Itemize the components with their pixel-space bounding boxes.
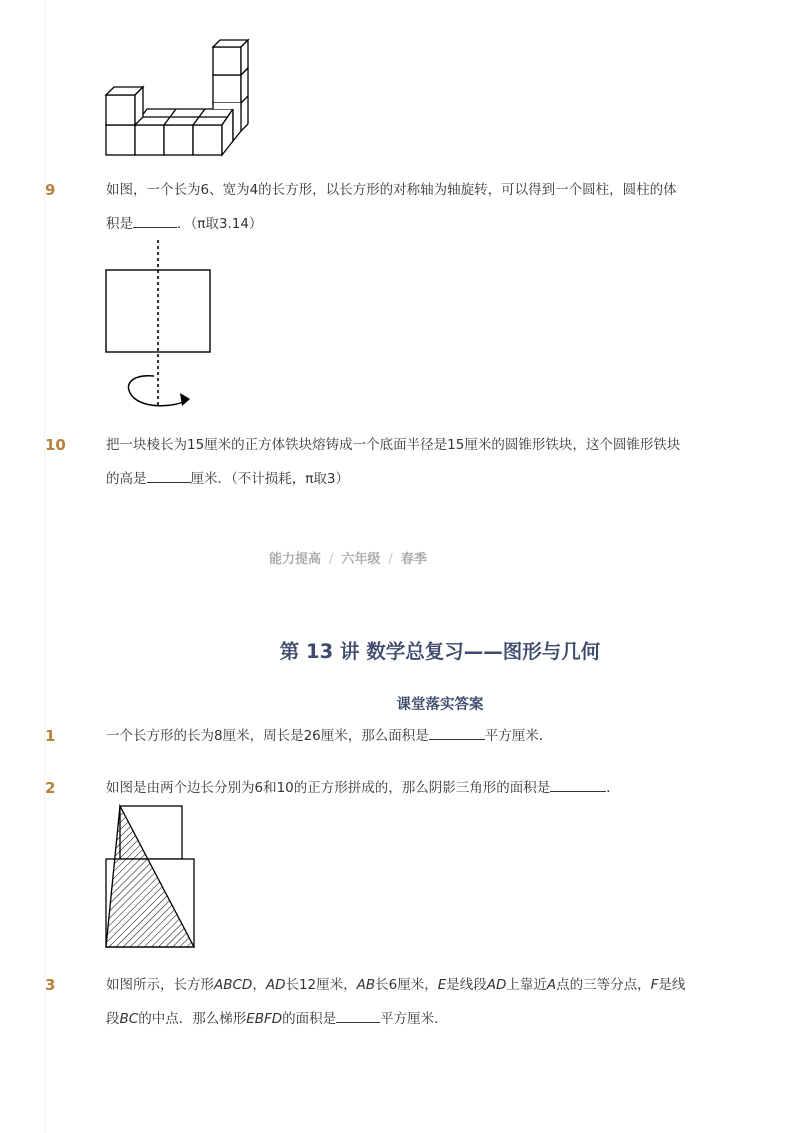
q10-line2-pre: 的高是 (106, 471, 147, 487)
question-number: 9 (45, 181, 56, 199)
question-number: 3 (45, 976, 56, 994)
question-a1-text (106, 719, 716, 753)
breadcrumb-item: 六年级 (341, 552, 381, 567)
q9-line2-pre: 积是 (106, 216, 133, 232)
question-number: 10 (45, 436, 66, 454)
answer-blank (147, 468, 191, 483)
a3-label: EBFD (246, 1011, 283, 1027)
cube-face (106, 125, 135, 155)
rotating-rectangle-figure (100, 236, 220, 416)
q10-line1: 把一块棱长为15厘米的正方体铁块熔铸成一个底面半径是15厘米的圆锥形铁块，这个圆锥形铁块 (106, 437, 681, 453)
q9-line1: 如图，一个长为6、宽为4的长方形，以长方形的对称轴为轴旋转，可以得到一个圆柱，圆柱的体 (106, 182, 677, 198)
a3-label: A (546, 977, 557, 993)
question-number: 2 (45, 779, 56, 797)
a3-text: 长6厘米， (375, 977, 438, 993)
a3-text: 点的三等分点， (556, 977, 651, 993)
a1-text-post: 平方厘米． (484, 728, 553, 744)
breadcrumb-separator: / (388, 552, 393, 567)
a3-label: ABCD (214, 977, 253, 993)
a3-text: 长12厘米， (285, 977, 357, 993)
page-margin-rule (44, 0, 45, 1133)
cube-stack-figure (100, 36, 260, 162)
a3-label: AD (265, 977, 286, 993)
breadcrumb-item: 春季 (400, 552, 427, 567)
a1-text-pre: 一个长方形的长为8厘米，周长是26厘米，那么面积是 (106, 728, 429, 744)
a3-label: E (437, 977, 447, 993)
cube-face (193, 125, 222, 155)
a3-text: 是线段 (446, 977, 487, 993)
breadcrumb-separator: / (329, 552, 334, 567)
cube-face (164, 125, 193, 155)
lecture-title: 第 13 讲 数学总复习——图形与几何 (279, 640, 601, 663)
answer-blank (429, 725, 485, 740)
cube-face (135, 125, 164, 155)
question-10-text (106, 428, 716, 496)
a3-label: F (650, 977, 659, 993)
answer-blank (336, 1008, 380, 1023)
a2-text-pre: 如图是由两个边长分别为6和10的正方形拼成的，那么阴影三角形的面积是 (106, 780, 551, 796)
question-a3-text (106, 968, 716, 1036)
a3-text: 是线 (658, 977, 686, 993)
answer-blank (133, 213, 177, 228)
a3-text: 平方厘米． (380, 1011, 448, 1027)
a3-text: 段 (106, 1011, 120, 1027)
a3-text: ， (252, 977, 266, 993)
a3-text: 的面积是 (282, 1011, 337, 1027)
a3-text: 的中点．那么梯形 (138, 1011, 247, 1027)
a3-label: BC (119, 1011, 139, 1027)
a3-label: AD (486, 977, 507, 993)
question-9-text (106, 173, 716, 241)
answer-blank (550, 777, 606, 792)
a2-text-post: ． (606, 780, 620, 796)
section-title: 课堂落实答案 (396, 697, 484, 713)
a3-text: 如图所示，长方形 (106, 977, 214, 993)
two-squares-figure (100, 800, 200, 952)
a3-label: AB (356, 977, 376, 993)
q10-line2-post: 厘米．（不计损耗，π取3） (190, 471, 349, 487)
question-number: 1 (45, 727, 56, 745)
breadcrumb-item: 能力提高 (269, 552, 322, 567)
a3-text: 上靠近 (506, 977, 547, 993)
q9-line2-post: ．（π取3.14） (177, 216, 263, 232)
